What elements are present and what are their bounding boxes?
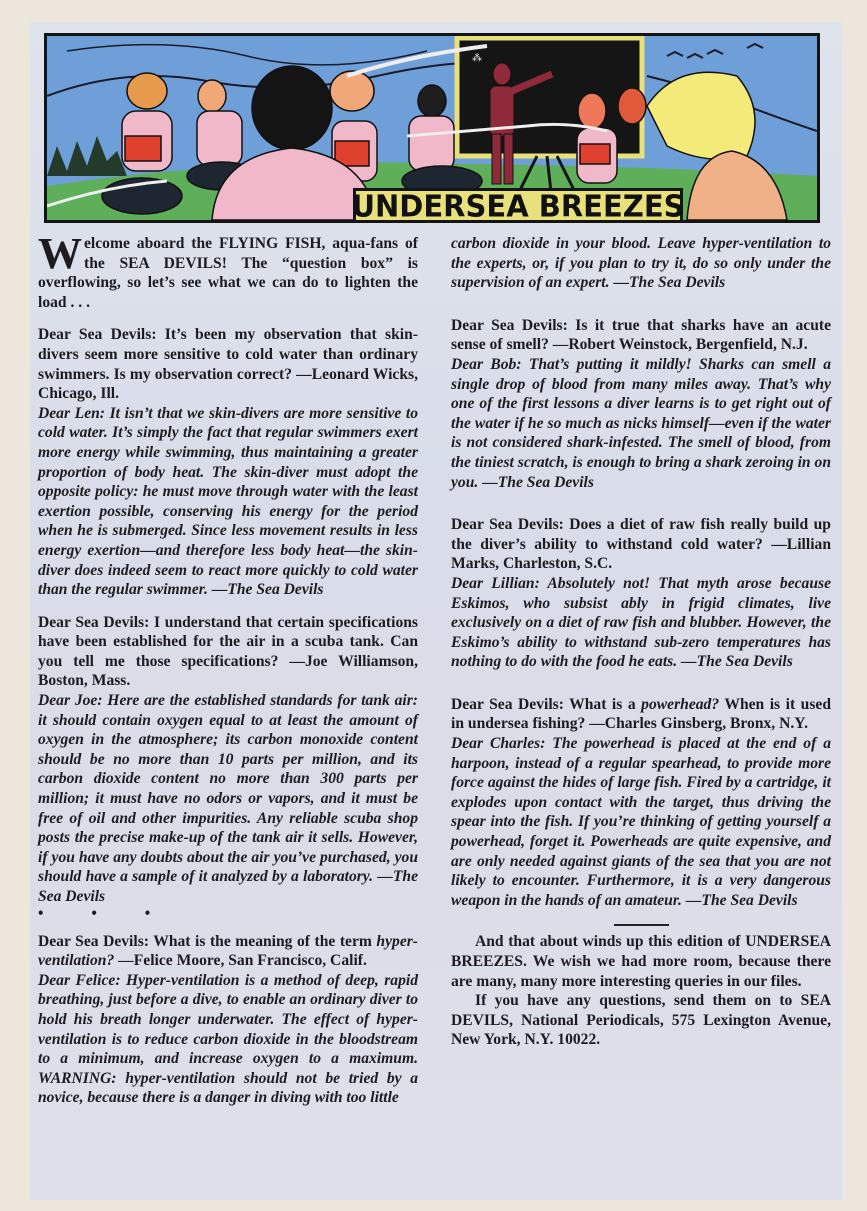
letter-answer: Dear Felice: Hyper-ventilation is a method of deep, rapid breathing, just before a dive, to enable an ordinary diver to hold his breath longer underwater. The effect of hyper-ventilation is to reduce carbon dioxide in the bloodstream to a minimum, and increase oxygen to a maximum. WARNING: hyper-ventilation should not be tried by a novice, because there is a danger in diving with too little: [38, 971, 418, 1107]
letter-answer: Dear Charles: The powerhead is placed at the end of a harpoon, instead of a regular spearhead, to provide more force against the hides of large fish. Fired by a cartridge, it explodes upon contact with the target, thus driving the spear into the fish. If you’re thinking of getting yourself a powerhead, forget it. Powerheads are quite expensive, and are only needed against giants of the sea that you are not likely to encounter. Furthermore, it is a very dangerous weapon in the hands of an amateur. —The Sea Devils: [451, 735, 831, 909]
right-column: [451, 234, 831, 1050]
letter-question: Dear Sea Devils: It’s been my observation that skin-divers seem more sensitive to cold water than ordinary swimmers. Is my observation correct? —Leonard Wicks, Chicago, Ill.: [38, 326, 418, 403]
letter-answer-continued: carbon dioxide in your blood. Leave hyper-ventilation to the experts, or, if you plan to try it, do so only under the supervision of an expert. —The Sea Devils: [451, 235, 831, 292]
letter-question: [38, 932, 418, 971]
letter-answer: Dear Lillian: Absolutely not! That myth arose because Eskimos, who subsist ably in frigid climates, live exclusively on a diet of raw fish and blubber. However, the Eskimo’s ability to withstand sub-zero temperatures has nothing to do with the food he eats. —The Sea Devils: [451, 574, 831, 671]
divider-rule: [614, 924, 669, 926]
question-term: powerhead?: [641, 695, 720, 713]
letter-question: Dear Sea Devils: I understand that certain specifications have been established for the air in a scuba tank. Can you tell me those specifications? —Joe Williamson, Boston, Mass.: [38, 613, 418, 690]
letter-question: Dear Sea Devils: Is it true that sharks have an acute sense of smell? —Robert Weinstock, Bergenfield, N.J.: [451, 316, 831, 354]
question-text: Dear Sea Devils: What is the meaning of the term: [38, 932, 377, 950]
title-plate: [353, 188, 683, 223]
left-column: [38, 229, 418, 1108]
svg-text:⁂: ⁂: [472, 53, 482, 64]
question-text: Dear Sea Devils: What is a: [451, 695, 642, 713]
letter-answer: Dear Len: It isn’t that we skin-divers are more sensitive to cold water. It’s simply the fact that regular swimmers exert more energy while swimming, thus maintaining a greater proportion of body heat. The skin-diver must adopt the opposite policy: he must move through water with the least exertion possible, conserving his energy for the period when he is submerged. Since less movement results in less energy exertion—and therefore less body heat—the skin-diver does indeed seem to react more quickly to cold water than the regular swimmer. —The Sea Devils: [38, 404, 418, 599]
separator-dots: • • •: [38, 904, 173, 922]
banner-illustration: [44, 33, 820, 223]
address-paragraph: If you have any questions, send them on to SEA DEVILS, National Periodicals, 575 Lexington Avenue, New York, N.Y. 10022.: [451, 992, 831, 1049]
letter-answer: Dear Bob: That’s putting it mildly! Sharks can smell a single drop of blood from many miles away. That’s why one of the first lessons a diver learns is to get right out of the water if he so much as nicks himself—even if the water is not considered shark-infested. The smell of blood, from the tiniest scratch, is enough to bring a shark zeroing in on you. —The Sea Devils: [451, 355, 831, 491]
question-term: hyper-ventilation?: [38, 932, 418, 970]
question-signature: —Felice Moore, San Francisco, Calif.: [114, 952, 367, 970]
letter-question: [451, 695, 831, 734]
letter-answer: Dear Joe: Here are the established standards for tank air: it should contain oxygen equal to at least the amount of oxygen in the atmosphere; its carbon monoxide content should be no more than 10 parts per million, and its carbon dioxide content no more than 300 parts per million; it must have no odors or vapors, and it must be free of oil and other impurities. Any reliable scuba shop posts the precise make-up of the tank air it sells. However, if you have any doubts about the air you’ve purchased, you should have a sample of it analyzed by a laboratory. —The Sea Devils: [38, 692, 418, 905]
closing-paragraph: And that about winds up this edition of UNDERSEA BREEZES. We wish we had more room, because there are many, many more interesting queries in our files.: [451, 933, 831, 990]
question-signature: When is it used in undersea fishing? —Charles Ginsberg, Bronx, N.Y.: [451, 695, 832, 733]
letter-question: Dear Sea Devils: Does a diet of raw fish really build up the diver’s ability to withstand cold water? —Lillian Marks, Charleston, S.C.: [451, 516, 831, 573]
intro-paragraph: Welcome aboard the FLYING FISH, aqua-fans of the SEA DEVILS! The “question box” is overflowing, so let’s see what we can do to lighten the load . . .: [38, 229, 418, 311]
page-title: UNDERSEA BREEZES: [351, 188, 685, 223]
